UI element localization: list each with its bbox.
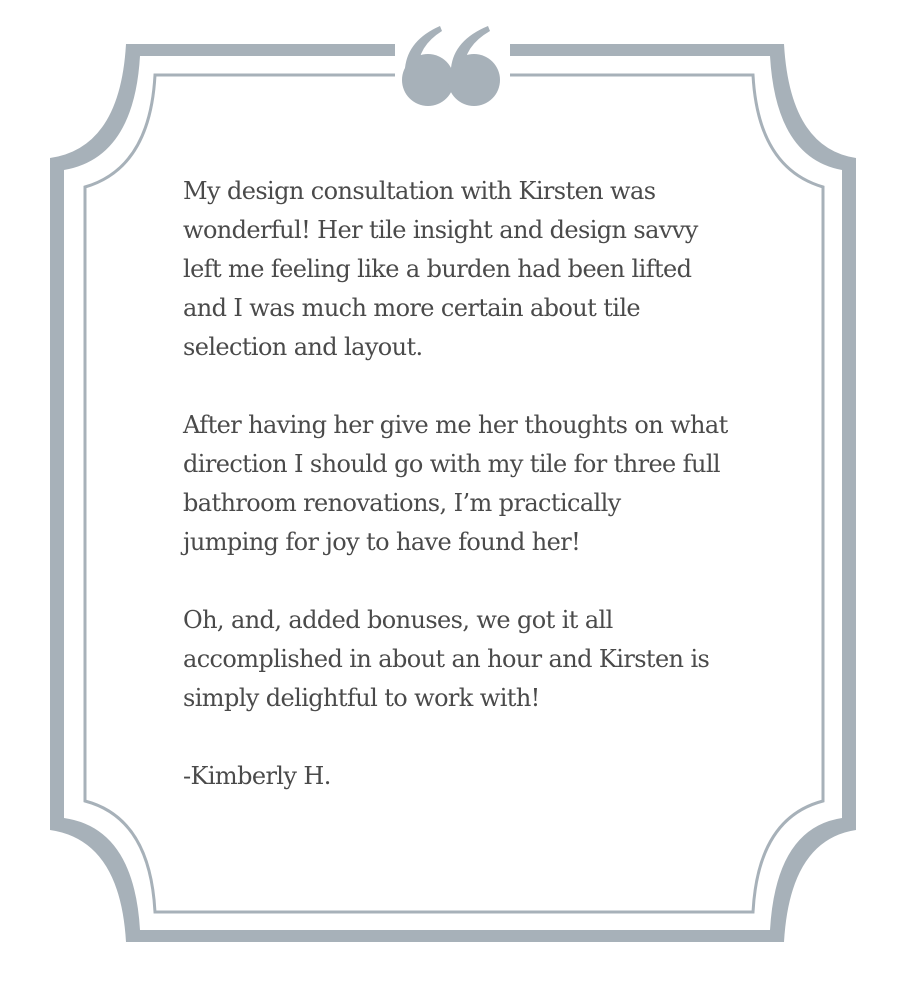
testimonial-paragraph-3: Oh, and, added bonuses, we got it all accomplished in about an hour and Kirsten is simply delightful to work with! [183, 606, 710, 712]
testimonial-body [183, 172, 783, 796]
testimonial-paragraph-2: After having her give me her thoughts on what direction I should go with my tile for three full bathroom renovations, I’m practically jumping for joy to have found her! [183, 411, 728, 556]
testimonial-paragraph-1: My design consultation with Kirsten was wonderful! Her tile insight and design savvy left me feeling like a burden had been lifted and I was much more certain about tile selection and layout. [183, 177, 698, 361]
testimonial-signature: -Kimberly H. [183, 762, 331, 790]
